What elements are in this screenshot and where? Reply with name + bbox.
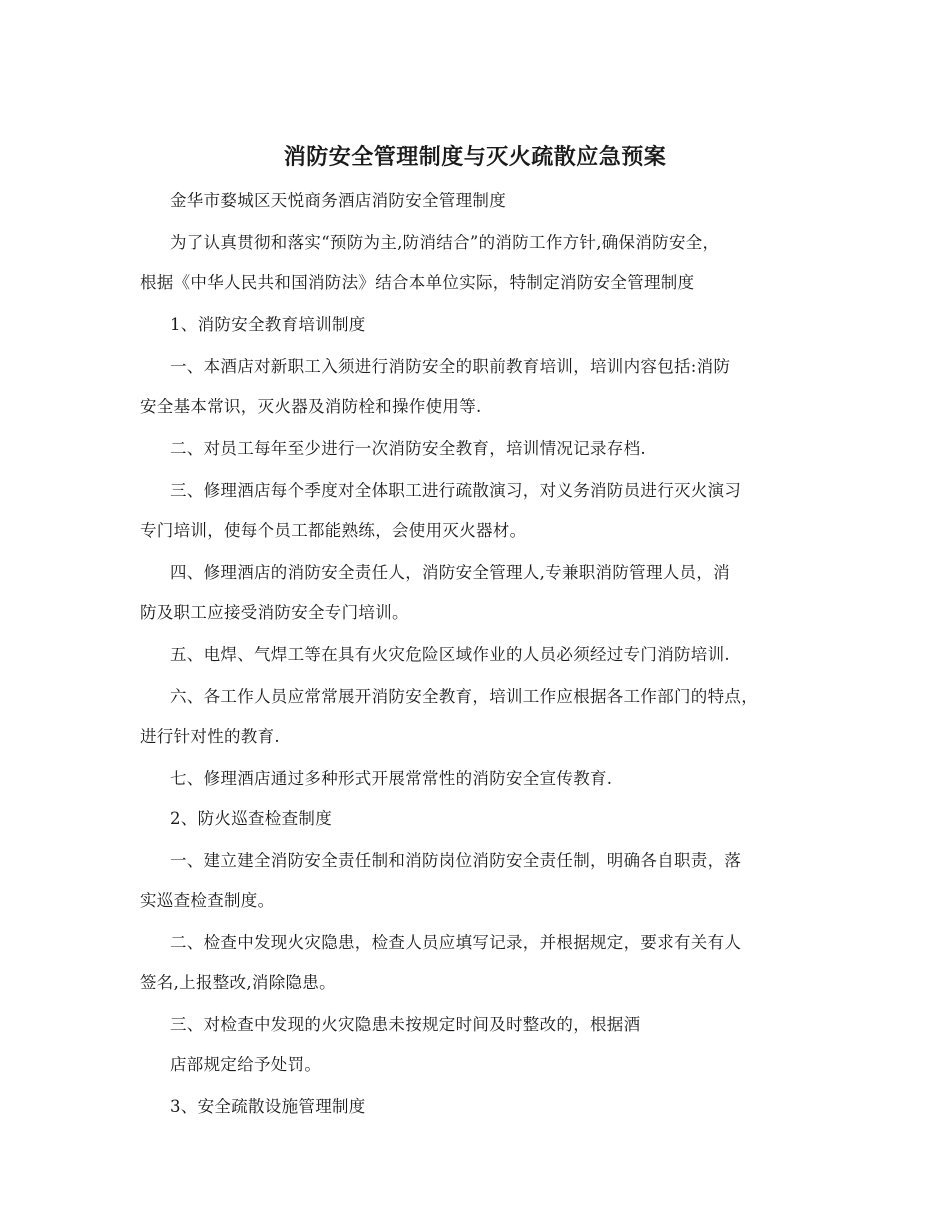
section-heading-2: 2、防火巡查检查制度 [170,809,332,828]
paragraph-line: 五、电焊、气焊工等在具有火灾危险区域作业的人员必须经过专门消防培训. [170,645,730,664]
paragraph-line: 安全基本常识，灭火器及消防栓和操作使用等. [140,397,482,416]
paragraph-line: 七、修理酒店通过多种形式开展常常性的消防安全宣传教育. [170,769,613,788]
paragraph-line: 签名,上报整改,消除隐患。 [140,973,336,992]
paragraph-line: 实巡查检查制度。 [140,891,275,910]
document-title: 消防安全管理制度与灭火疏散应急预案 [283,144,667,170]
paragraph-line: 根据《中华人民共和国消防法》结合本单位实际，特制定消防安全管理制度 [140,273,695,292]
paragraph-line: 三、对检查中发现的火灾隐患未按规定时间及时整改的，根据酒 [170,1015,641,1034]
paragraph-line: 为了认真贯彻和落实“预防为主,防消结合”的消防工作方针,确保消防安全， [170,233,720,252]
paragraph-line: 三、修理酒店每个季度对全体职工进行疏散演习，对义务消防员进行灭火演习 [170,481,742,500]
paragraph-line: 进行针对性的教育. [140,727,280,746]
hotel-regulation-heading: 金华市婺城区天悦商务酒店消防安全管理制度 [170,191,506,210]
paragraph-line: 六、各工作人员应常常展开消防安全教育，培训工作应根据各工作部门的特点， [170,687,758,706]
paragraph-line: 一、本酒店对新职工入须进行消防安全的职前教育培训，培训内容包括:消防 [170,357,731,376]
paragraph-line: 店部规定给予处罚。 [170,1055,322,1074]
section-heading-3: 3、安全疏散设施管理制度 [170,1097,366,1116]
paragraph-line: 二、检查中发现火灾隐患，检查人员应填写记录，并根据规定，要求有关有人 [170,933,742,952]
paragraph-line: 专门培训，使每个员工都能熟练，会使用灭火器材。 [140,521,527,540]
paragraph-line: 二、对员工每年至少进行一次消防安全教育，培训情况记录存档. [170,439,646,458]
paragraph-line: 防及职工应接受消防安全专门培训。 [140,603,409,622]
section-heading-1: 1、消防安全教育培训制度 [170,315,366,334]
paragraph-line: 一、建立建全消防安全责任制和消防岗位消防安全责任制，明确各自职责，落 [170,851,742,870]
paragraph-line: 四、修理酒店的消防安全责任人，消防安全管理人,专兼职消防管理人员，消 [170,563,730,582]
